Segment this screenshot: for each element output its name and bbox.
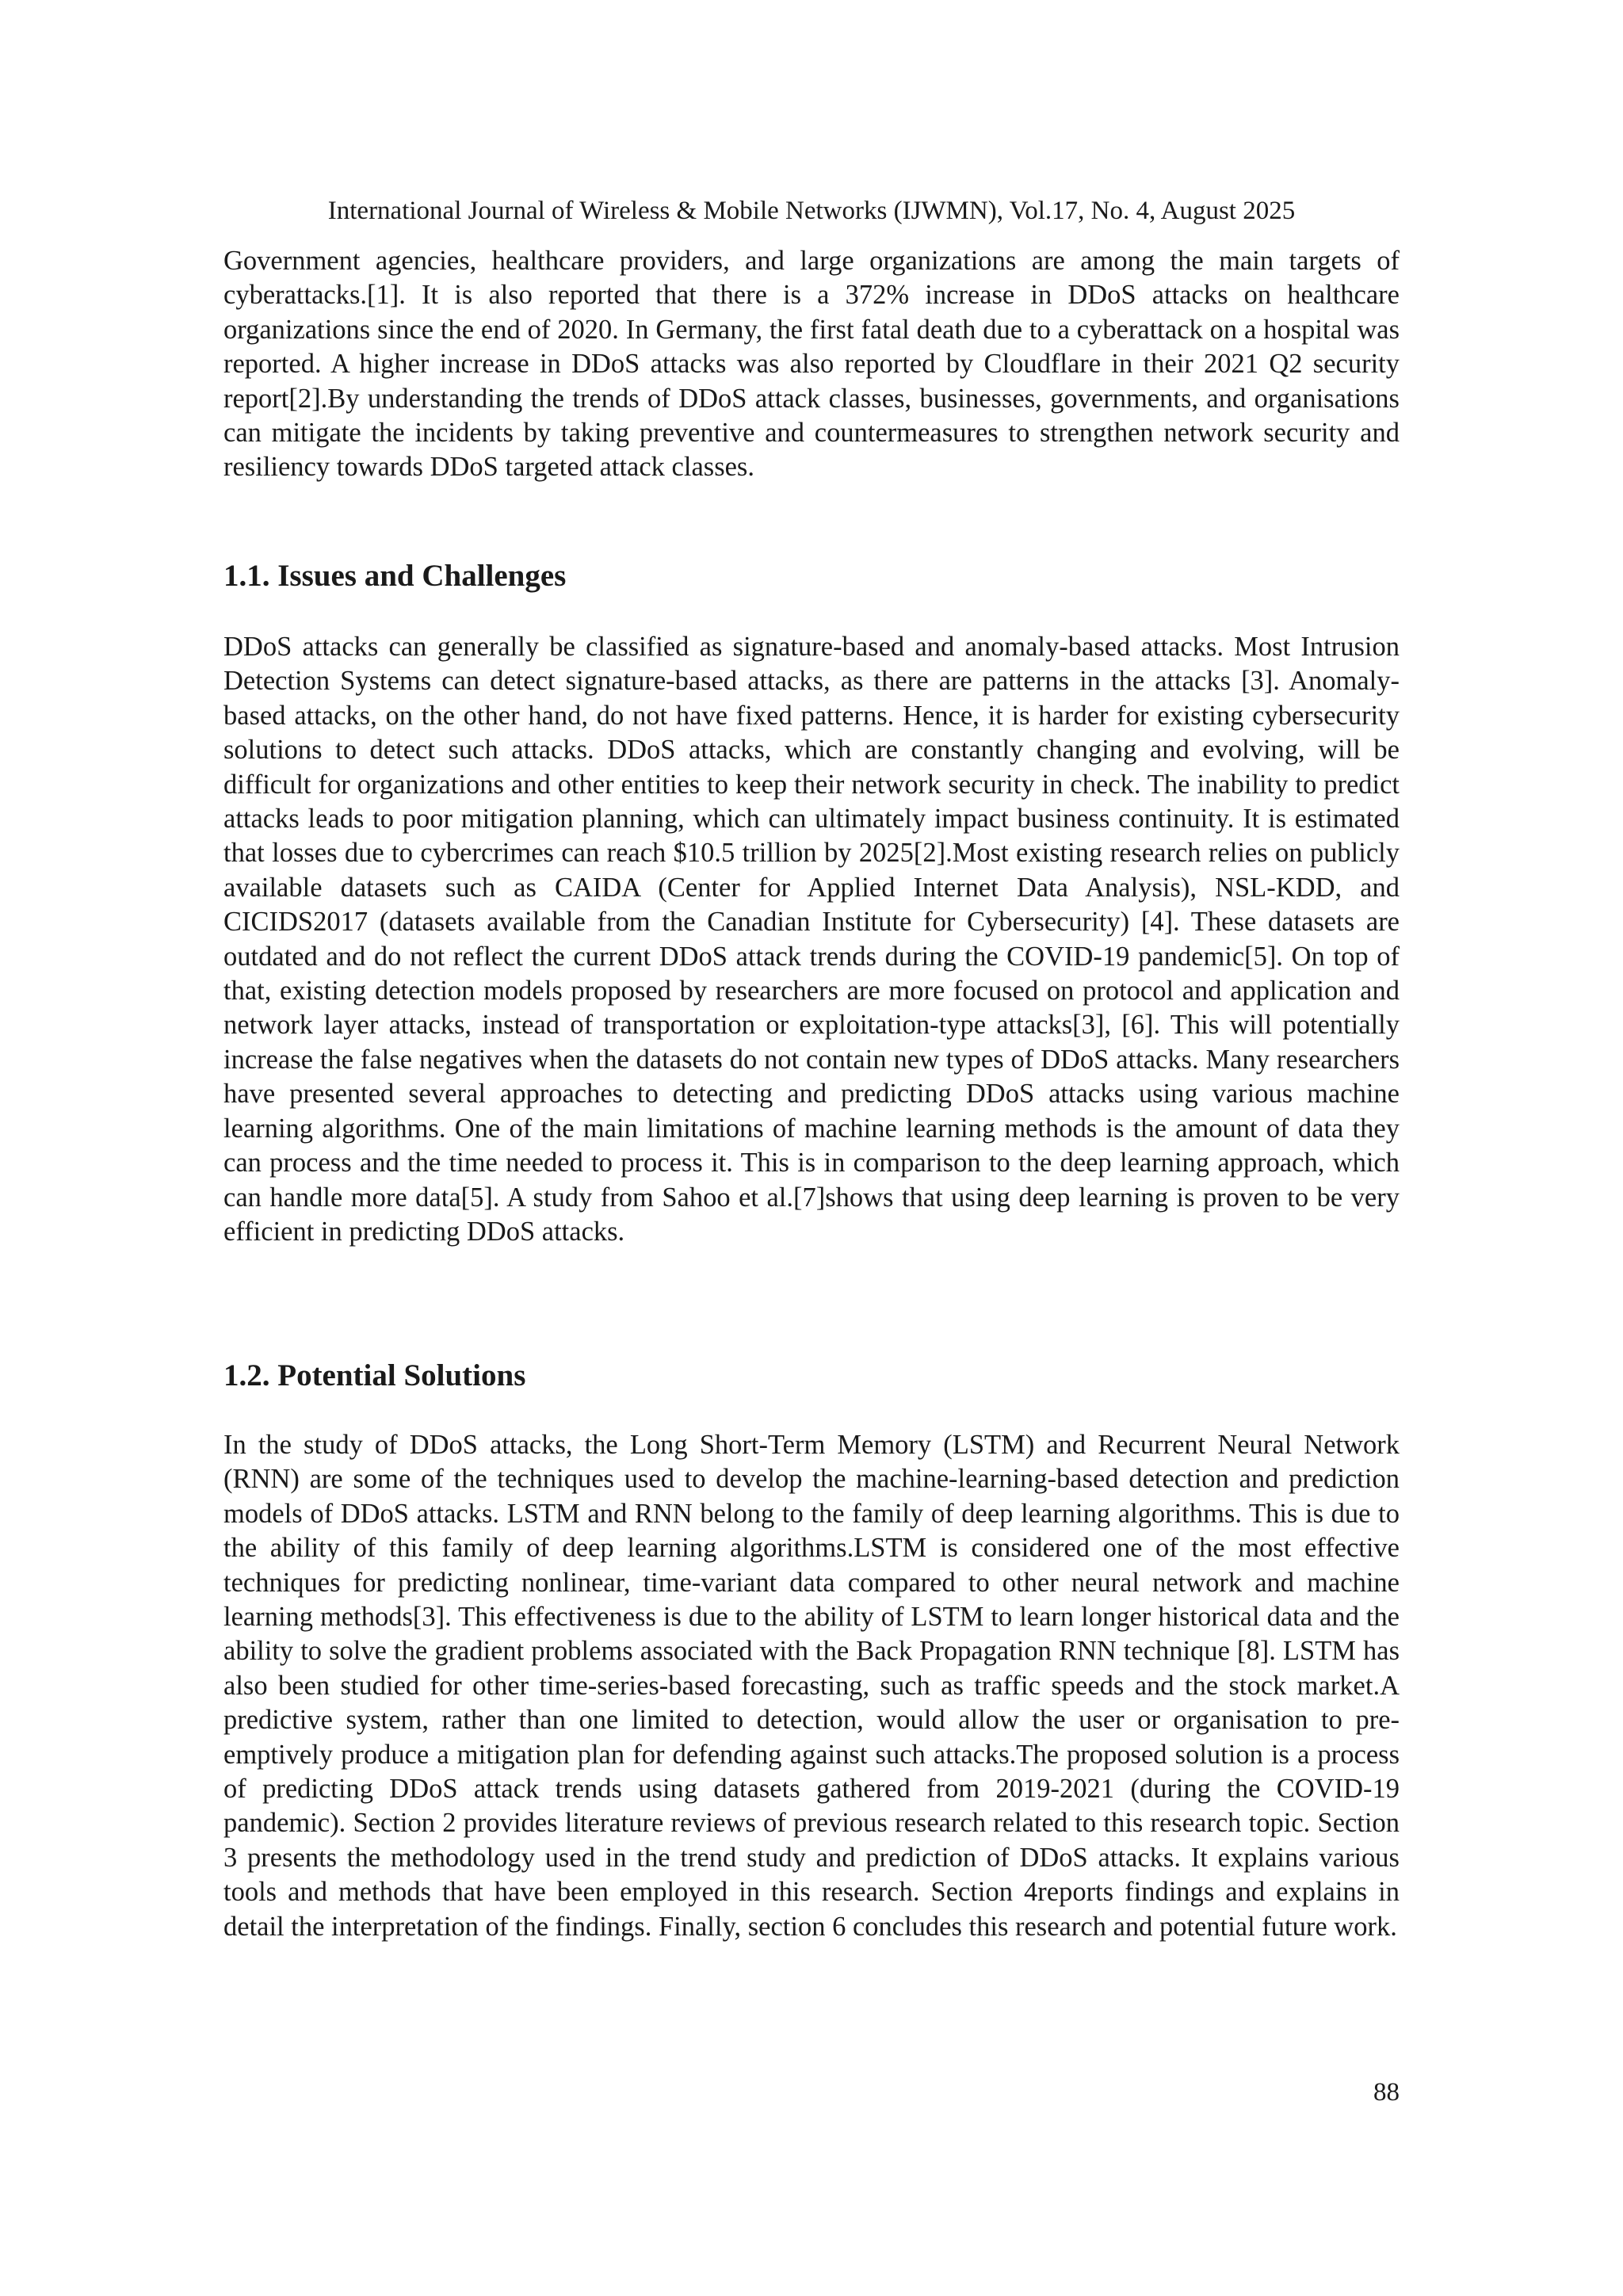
page-number: 88 bbox=[1373, 2078, 1400, 2107]
section-heading-issues-and-challenges: 1.1. Issues and Challenges bbox=[223, 559, 567, 593]
running-header: International Journal of Wireless & Mobile Networks (IJWMN), Vol.17, No. 4, August 2025 bbox=[327, 197, 1296, 225]
section-heading-potential-solutions: 1.2. Potential Solutions bbox=[223, 1358, 526, 1392]
potential-solutions-paragraph: In the study of DDoS attacks, the Long Short-Term Memory (LSTM) and Recurrent Neural Network (RNN) are some of the techniques used to develop the machine-learning-based detection and prediction models of DDoS attacks. LSTM and RNN belong to the family of deep learning algorithms. This is due to the ability of this family of deep learning algorithms.LSTM is considered one of the most effective techniques for predicting nonlinear, time-variant data compared to other neural network and machine learning methods[3]. This effectiveness is due to the ability of LSTM to learn longer historical data and the ability to solve the gradient problems associated with the Back Propagation RNN technique [8]. LSTM has also been studied for other time-series-based forecasting, such as traffic speeds and the stock market.A predictive system, rather than one limited to detection, would allow the user or organisation to pre-emptively produce a mitigation plan for defending against such attacks.The proposed solution is a process of predicting DDoS attack trends using datasets gathered from 2019-2021 (during the COVID-19 pandemic). Section 2 provides literature reviews of previous research related to this research topic. Section 3 presents the methodology used in the trend study and prediction of DDoS attacks. It explains various tools and methods that have been employed in this research. Section 4reports findings and explains in detail the interpretation of the findings. Finally, section 6 concludes this research and potential future work. bbox=[223, 1430, 1400, 1942]
intro-paragraph: Government agencies, healthcare providers, and large organizations are among the main targets of cyberattacks.[1]. It is also reported that there is a 372% increase in DDoS attacks on healthcare organizations since the end of 2020. In Germany, the first fatal death due to a cyberattack on a hospital was reported. A higher increase in DDoS attacks was also reported by Cloudflare in their 2021 Q2 security report[2].By understanding the trends of DDoS attack classes, businesses, governments, and organisations can mitigate the incidents by taking preventive and countermeasures to strengthen network security and resiliency towards DDoS targeted attack classes. bbox=[223, 246, 1400, 483]
issues-and-challenges-paragraph: DDoS attacks can generally be classified as signature-based and anomaly-based attacks. Most Intrusion Detection Systems can detect signature-based attacks, as there are patterns in the attacks [3]. Anomaly-based attacks, on the other hand, do not have fixed patterns. Hence, it is harder for existing cybersecurity solutions to detect such attacks. DDoS attacks, which are constantly changing and evolving, will be difficult for organizations and other entities to keep their network security in check. The inability to predict attacks leads to poor mitigation planning, which can ultimately impact business continuity. It is estimated that losses due to cybercrimes can reach $10.5 trillion by 2025[2].Most existing research relies on publicly available datasets such as CAIDA (Center for Applied Internet Data Analysis), NSL-KDD, and CICIDS2017 (datasets available from the Canadian Institute for Cybersecurity) [4]. These datasets are outdated and do not reflect the current DDoS attack trends during the COVID-19 pandemic[5]. On top of that, existing detection models proposed by researchers are more focused on protocol and application and network layer attacks, instead of transportation or exploitation-type attacks[3], [6]. This will potentially increase the false negatives when the datasets do not contain new types of DDoS attacks. Many researchers have presented several approaches to detecting and predicting DDoS attacks using various machine learning algorithms. One of the main limitations of machine learning methods is the amount of data they can process and the time needed to process it. This is in comparison to the deep learning approach, which can handle more data[5]. A study from Sahoo et al.[7]shows that using deep learning is proven to be very efficient in predicting DDoS attacks. bbox=[223, 632, 1400, 1247]
